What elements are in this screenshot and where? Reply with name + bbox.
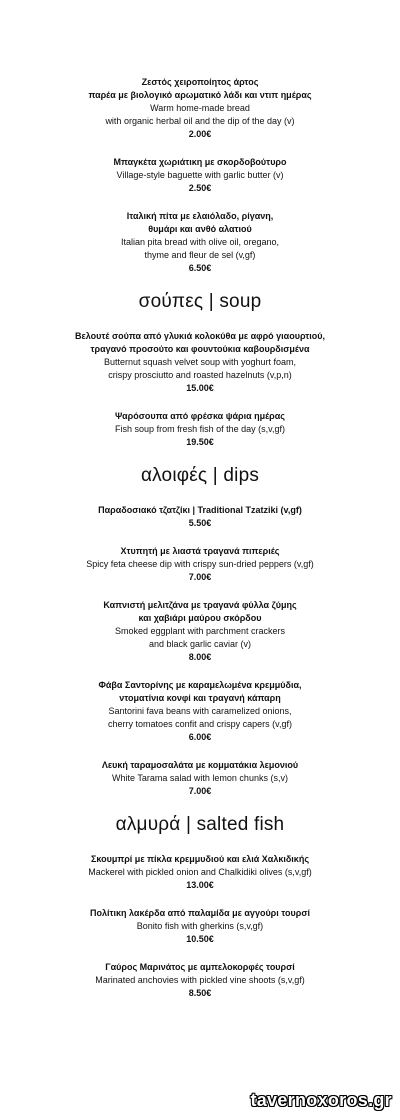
- item-name-greek: Χτυπητή με λιαστά τραγανά πιπεριές: [120, 546, 280, 556]
- item-name-english: Spicy feta cheese dip with crispy sun-dried peppers (v,gf): [86, 559, 314, 569]
- item-name-english: Smoked eggplant with parchment crackers: [114, 626, 286, 636]
- item-name-greek: Ιταλική πίτα με ελαιόλαδο, ρίγανη,: [126, 211, 274, 221]
- item-name-english: Italian pita bread with olive oil, oregano,: [120, 237, 280, 247]
- menu-item: [0, 759, 400, 798]
- item-price: 19.50€: [186, 437, 214, 447]
- item-name-greek: Σκουμπρί με πίκλα κρεμμυδιού και ελιά Χαλκιδικής: [90, 854, 310, 864]
- menu-item: [0, 410, 400, 449]
- section-title: αλοιφές | dips: [140, 465, 260, 486]
- item-name-greek: Βελουτέ σούπα από γλυκιά κολοκύθα με αφρό γιαουρτιού,: [74, 331, 326, 341]
- section-soup: [0, 290, 400, 449]
- section-dips: [0, 464, 400, 798]
- item-price: 6.50€: [188, 263, 212, 273]
- item-price: 2.50€: [188, 183, 212, 193]
- item-name-greek: τραγανό προσούτο και φουντούκια καβουρδισμένα: [90, 344, 310, 354]
- item-name-greek: ντοματίνια κονφί και τραγανή κάπαρη: [119, 693, 281, 703]
- item-price: 8.50€: [188, 988, 212, 998]
- menu-item: [0, 907, 400, 946]
- item-name-bilingual: Παραδοσιακό τζατζίκι | Traditional Tzatziki (v,gf): [98, 505, 302, 515]
- item-name-greek: και χαβιάρι μαύρου σκόρδου: [138, 613, 262, 623]
- menu-item: [0, 679, 400, 744]
- item-name-english: Village-style baguette with garlic butter (v): [116, 170, 284, 180]
- item-name-greek: Ψαρόσουπα από φρέσκα ψάρια ημέρας: [115, 411, 285, 421]
- item-name-greek: Ζεστός χειροποίητος άρτος: [141, 77, 259, 87]
- section-title: αλμυρά | salted fish: [115, 814, 285, 835]
- menu-item: [0, 853, 400, 892]
- item-price: 2.00€: [188, 129, 212, 139]
- item-name-english: cherry tomatoes confit and crispy capers (v,gf): [108, 719, 292, 729]
- item-price: 7.00€: [188, 572, 212, 582]
- menu-item: [0, 504, 400, 530]
- menu-item: [0, 961, 400, 1000]
- item-price: 6.00€: [188, 732, 212, 742]
- menu-item: [0, 210, 400, 275]
- section-salted-fish: [0, 813, 400, 1000]
- item-name-english: Santorini fava beans with caramelized onions,: [108, 706, 292, 716]
- item-price: 13.00€: [186, 880, 214, 890]
- section-title: σούπες | soup: [138, 291, 262, 312]
- item-name-greek: παρέα με βιολογικό αρωματικό λάδι και ντιπ ημέρας: [88, 90, 312, 100]
- item-price: 15.00€: [186, 383, 214, 393]
- watermark: tavernoxoros.gr: [250, 1090, 392, 1110]
- section-bread: [0, 76, 400, 275]
- item-name-greek: Καπνιστή μελιτζάνα με τραγανά φύλλα ζύμης: [103, 600, 297, 610]
- item-name-greek: Πολίτικη λακέρδα από παλαμίδα με αγγούρι τουρσί: [90, 908, 310, 918]
- menu-item: [0, 76, 400, 141]
- item-name-english: Fish soup from fresh fish of the day (s,v,gf): [115, 424, 285, 434]
- item-name-english: Butternut squash velvet soup with yoghurt foam,: [103, 357, 297, 367]
- item-name-greek: Μπαγκέτα χωριάτικη με σκορδοβούτυρο: [113, 157, 287, 167]
- item-name-english: Bonito fish with gherkins (s,v,gf): [136, 921, 264, 931]
- item-name-english: thyme and fleur de sel (v,gf): [144, 250, 256, 260]
- item-price: 5.50€: [188, 518, 212, 528]
- item-name-english: Marinated anchovies with pickled vine shoots (s,v,gf): [95, 975, 305, 985]
- menu-page: [0, 76, 400, 1015]
- menu-item: [0, 156, 400, 195]
- item-name-english: crispy prosciutto and roasted hazelnuts (v,p,n): [108, 370, 292, 380]
- item-name-greek: Λευκή ταραμοσαλάτα με κομματάκια λεμονιού: [101, 760, 299, 770]
- item-price: 8.00€: [188, 652, 212, 662]
- item-name-english: Warm home-made bread: [150, 103, 250, 113]
- menu-item: [0, 545, 400, 584]
- item-name-greek: Γαύρος Μαρινάτος με αμπελοκορφές τουρσί: [105, 962, 295, 972]
- menu-item: [0, 330, 400, 395]
- item-name-english: White Tarama salad with lemon chunks (s,v): [112, 773, 288, 783]
- item-name-english: and black garlic caviar (v): [148, 639, 252, 649]
- item-price: 10.50€: [186, 934, 214, 944]
- menu-item: [0, 599, 400, 664]
- item-name-english: Mackerel with pickled onion and Chalkidiki olives (s,v,gf): [88, 867, 312, 877]
- item-name-greek: θυμάρι και ανθό αλατιού: [148, 224, 252, 234]
- item-price: 7.00€: [188, 786, 212, 796]
- item-name-english: with organic herbal oil and the dip of the day (v): [105, 116, 295, 126]
- item-name-greek: Φάβα Σαντορίνης με καραμελωμένα κρεμμύδια,: [98, 680, 302, 690]
